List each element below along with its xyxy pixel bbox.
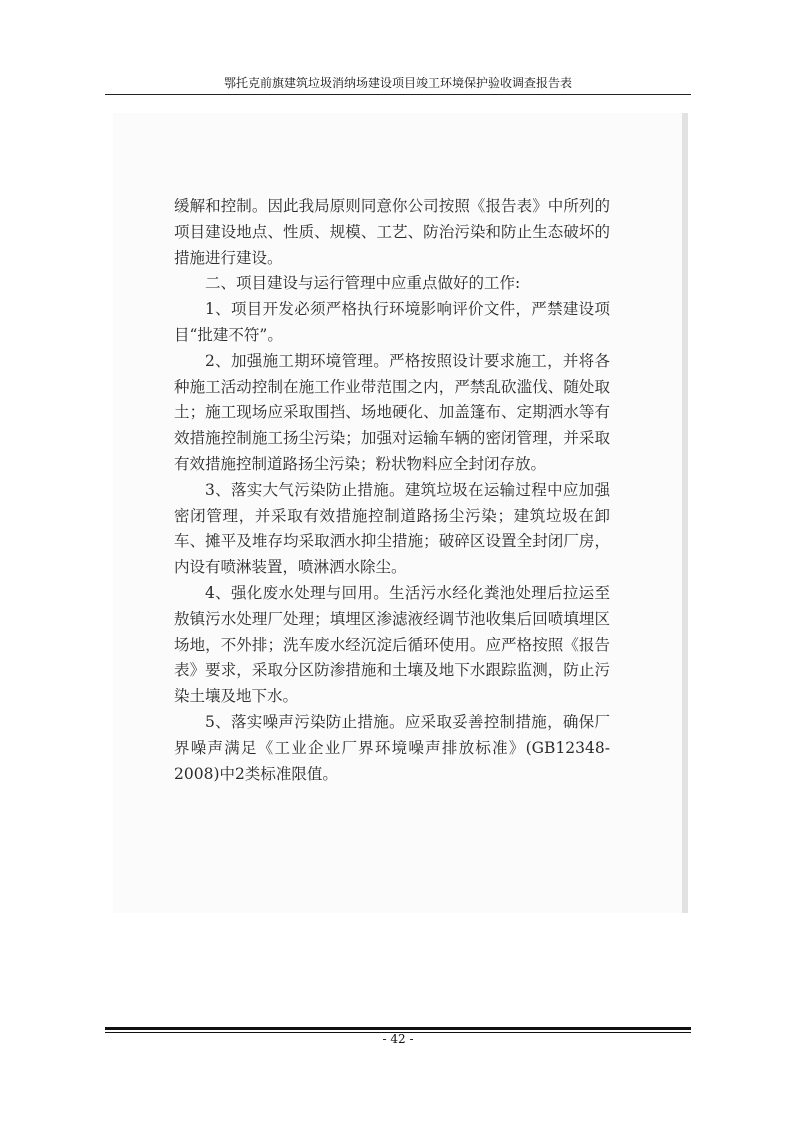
document-header-title: 鄂托克前旗建筑垃圾消纳场建设项目竣工环境保护验收调查报告表	[223, 76, 572, 90]
scanned-document-body	[174, 194, 610, 787]
page-number: - 42 -	[382, 1032, 414, 1046]
footer-divider-thick	[105, 1027, 691, 1030]
body-paragraph-continuation: 缓解和控制。因此我局原则同意你公司按照《报告表》中所列的项目建设地点、性质、规模、工艺、防治污染和防止生态破坏的措施进行建设。	[174, 197, 610, 267]
header-divider	[105, 94, 691, 95]
body-paragraph-item-2: 2、加强施工期环境管理。严格按照设计要求施工，并将各种施工活动控制在施工作业带范围之内，严禁乱砍滥伐、随处取土；施工现场应采取围挡、场地硬化、加盖篷布、定期洒水等有效措施控制施工扬尘污染；加强对运输车辆的密闭管理，并采取有效措施控制道路扬尘污染；粉状物料应全封闭存放。	[174, 351, 610, 473]
body-section-heading: 二、项目建设与运行管理中应重点做好的工作:	[205, 274, 521, 293]
body-paragraph-item-3: 3、落实大气污染防止措施。建筑垃圾在运输过程中应加强密闭管理，并采取有效措施控制道路扬尘污染；建筑垃圾在卸车、摊平及堆存均采取洒水抑尘措施；破碎区设置全封闭厂房，内设有喷淋装置，喷淋洒水除尘。	[174, 480, 610, 577]
body-paragraph-item-4: 4、强化废水处理与回用。生活污水经化粪池处理后拉运至敖镇污水处理厂处理；填埋区渗滤液经调节池收集后回喷填埋区场地，不外排；洗车废水经沉淀后循环使用。应严格按照《报告表》要求，采取分区防渗措施和土壤及地下水跟踪监测，防止污染土壤及地下水。	[174, 583, 610, 706]
body-paragraph-item-5: 5、落实噪声污染防止措施。应采取妥善控制措施，确保厂界噪声满足《工业企业厂界环境噪声排放标准》(GB12348-2008)中2类标准限值。	[174, 712, 610, 783]
body-paragraph-item-1: 1、项目开发必须严格执行环境影响评价文件，严禁建设项目“批建不符”。	[174, 300, 610, 344]
